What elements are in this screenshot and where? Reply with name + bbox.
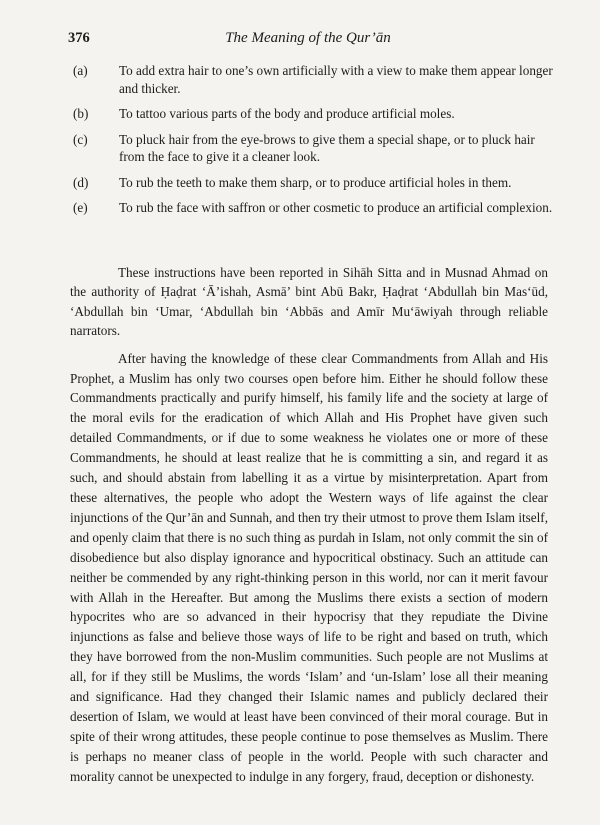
list-item-label: (a) [73,63,88,78]
list-item-text: To pluck hair from the eye-brows to give them a special shape, or to pluck hair from the face to give it a cleaner look. [119,131,535,164]
paragraph-commandments: After having the knowledge of these clear Commandments from Allah and His Prophet, a Muslim has only two courses open before him. Either he should follow these Commandments practically and purify himself, his family life and the society at large of the moral evils for the eradication of which Allah and His Prophet have given such detailed Commandments, or if due to some weakness he violates one or more of these Commandments, he should at least realize that he is committing a sin, and regard it as such, and should abstain from labelling it as a virtue by misinterpretation. Apart from these alternatives, the people who adopt the Western ways of life against the clear injunctions of the Qur’ān and Sunnah, and then try their utmost to prove them Islam itself, and openly claim that there is no such thing as purdah in Islam, not only commit the sin of disobedience but also display ignorance and hypocritical obstinacy. Such an attitude can neither be commended by any right-thinking person in this world, nor can it merit favour with Allah in the Hereafter. But among the Muslims there exists a section of modern hypocrites who are so advanced in their hypocrisy that they repudiate the Divine injunctions as false and believe those ways of life to be right and based on truth, which they have borrowed from the non-Muslim communities. Such people are not Muslims at all, for if they still be Muslims, the words ‘Islam’ and ‘un-Islam’ lose all their meaning and significance. Had they changed their Islamic names and publicly declared their desertion of Islam, we would at least have been convinced of their moral courage. But in spite of their wrong attitudes, these people continue to pose themselves as Muslim. There is perhaps no meaner class of people in the world. People with such character and morality cannot be unexpected to indulge in any forgery, fraud, deception or dishonesty. [70,350,548,784]
list-item-text: To rub the teeth to make them sharp, or to produce artificial holes in them. [119,174,512,190]
page-header [68,30,548,52]
list-item-label: (b) [73,106,89,121]
list-item [73,131,553,166]
list-item-text: To tattoo various parts of the body and produce artificial moles. [119,106,455,121]
body-text [70,263,548,795]
paragraph-narrators: These instructions have been reported in Sihāh Sitta and in Musnad Ahmad on the authority of Ḥaḍrat ‘Ā’ishah, Asmā’ bint Abū Bakr, Ḥaḍrat ‘Abdullah bin Mas‘ūd, ‘Abdullah bin ‘Umar, ‘Abdullah bin ‘Abbās and Amīr Mu‘āwiyah through reliable narrators. [70,265,548,339]
prohibited-practices-list [73,62,553,225]
list-item-label: (e) [73,200,88,215]
list-item-label: (c) [73,131,88,147]
list-item-text: To rub the face with saffron or other cosmetic to produce an artificial complexion. [119,200,553,215]
list-item-text: To add extra hair to one’s own artificially with a view to make them appear longer and thicker. [119,63,553,96]
list-item [73,105,553,123]
running-title: The Meaning of the Qur’ān [225,30,391,46]
page-number: 376 [68,30,90,46]
list-item [73,174,553,192]
list-item-label: (d) [73,174,89,190]
list-item [73,62,553,97]
list-item [73,199,553,217]
